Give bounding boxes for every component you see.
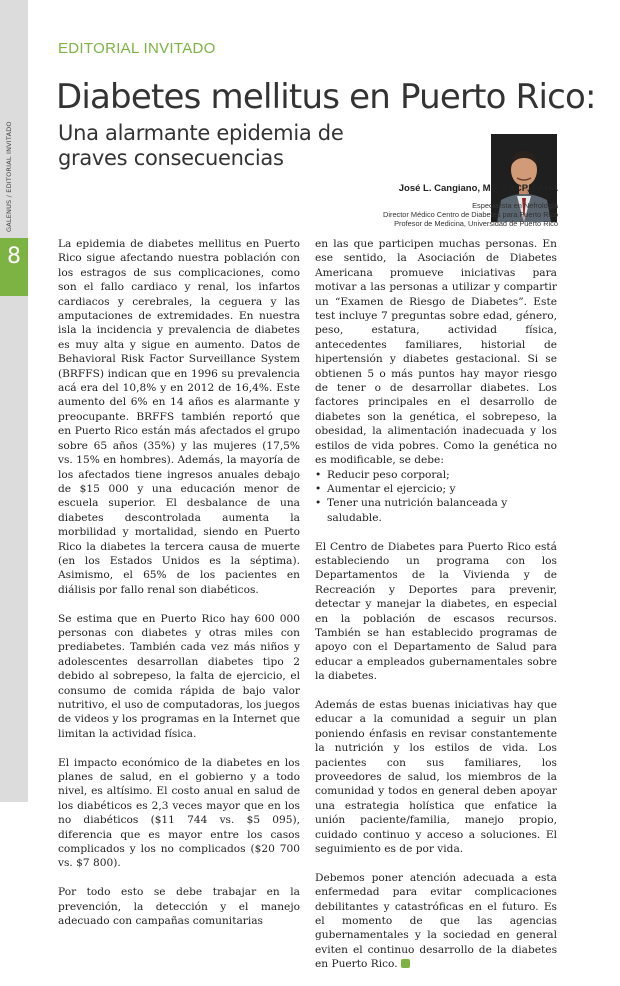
paragraph: Se estima que en Puerto Rico hay 600 000 personas con diabetes y otras miles con prediabetes. También cada vez más niños y adolescentes desarrollan diabetes tipo 2 debido al sobrepeso, la falta de ejercicio, el consumo de comida rápida de bajo valor nutritivo, el uso de computadoras, los juegos de videos y los programas en la Internet que limitan la actividad física. (58, 612, 300, 740)
paragraph-final (315, 871, 557, 972)
author-title-3: Profesor de Medicina, Universidad de Puerto Rico (394, 219, 558, 228)
paragraph: en las que participen muchas personas. En ese sentido, la Asociación de Diabetes Americana promueve iniciativas para motivar a las personas a utilizar y compartir un “Examen de Riesgo de Diabetes”. Este test incluye 7 preguntas sobre edad, género, peso, estatura, actividad física, antecedentes familiares, historial de hipertensión y diabetes gestacional. Si se obtienen 5 o más puntos hay mayor riesgo de tener o de desarrollar diabetes. Los factores principales en el desarrollo de diabetes son la genética, el sobrepeso, la obesidad, la alimentación inadecuada y los estilos de vida pobres. Como la genética no es modificable, se debe: (315, 238, 557, 467)
paragraph: La epidemia de diabetes mellitus en Puerto Rico sigue afectando nuestra población con los estragos de sus complicaciones, como son el fallo cardiaco y renal, los infartos cardiacos y cerebrales, la ceguera y las amputaciones de extremidades. En nuestra isla la incidencia y prevalencia de diabetes es muy alta y sigue en aumento. Datos de Behavioral Risk Factor Surveillance System (BRFFS) indican que en 1996 su prevalencia acá era del 10,8% y en 2012 de 16,4%. Este aumento del 6% en 14 años es alarmante y preocupante. BRFFS también reportó que en Puerto Rico están más afectados el grupo sobre 65 años (35%) y las mujeres (17,5% vs. 15% en hombres). Además, la mayoría de los afectados tiene ingresos anuales debajo de $15 000 y una educación menor de escuela superior. El desbalance de una diabetes descontrolada aumenta la morbilidad y mortalidad, siendo en Puerto Rico la diabetes la tercera causa de muerte (en los Estados Unidos es la séptima). Asimismo, el 65% de los pacientes en diálisis por fallo renal son diabéticos. (58, 238, 300, 596)
article-title: Diabetes mellitus en Puerto Rico: (56, 77, 596, 117)
section-label: EDITORIAL INVITADO (58, 40, 216, 57)
end-mark-icon (401, 959, 410, 968)
article-column-left (58, 237, 300, 943)
list-item: • Tener una nutrición balanceada y saludable. (315, 496, 557, 525)
article-subtitle: Una alarmante epidemia de graves consecuencias (58, 121, 344, 170)
paragraph: Por todo esto se debe trabajar en la prevención, la detección y el manejo adecuado con campañas comunitarias (58, 886, 300, 928)
author-title-1: Especialista en Nefrología (472, 201, 558, 210)
article-column-right (315, 237, 557, 986)
author-name: José L. Cangiano, MD, FACP, FAHA (398, 183, 558, 194)
list-item: • Aumentar el ejercicio; y (315, 482, 557, 496)
paragraph: Además de estas buenas iniciativas hay que educar a la comunidad a seguir un plan poniendo énfasis en revisar constantemente la nutrición y los estilos de vida. Los pacientes con sus familiares, los proveedores de salud, los miembros de la comunidad y todos en general deben apoyar una estrategia holística que enfatice la unión paciente/familia, manejo propio, cuidado continuo y acceso a soluciones. El seguimiento es de por vida. (315, 698, 557, 856)
paragraph-text: Debemos poner atención adecuada a esta enfermedad para evitar complicaciones debilitantes y catastróficas en el futuro. Es el momento de que las agencias gubernamentales y la sociedad en general eviten el continuo desarrollo de la diabetes en Puerto Rico. (315, 871, 557, 971)
list-item: • Reducir peso corporal; (315, 468, 557, 482)
author-title-2: Director Médico Centro de Diabetes para Puerto Rico (383, 210, 558, 219)
recommendation-list (315, 468, 557, 526)
paragraph: El Centro de Diabetes para Puerto Rico está estableciendo un programa con los Departamentos de la Vivienda y de Recreación y Deportes para prevenir, detectar y manejar la diabetes, en especial en la población de escasos recursos. También se han establecido programas de apoyo con el Departamento de Salud para educar a empleados gubernamentales sobre la diabetes. (315, 540, 557, 683)
paragraph: El impacto económico de la diabetes en los planes de salud, en el gobierno y a todo nivel, es altísimo. El costo anual en salud de los diabéticos es 2,3 veces mayor que en los no diabéticos ($11 744 vs. $5 095), diferencia que es mayor entre los casos complicados y los no complicados ($20 700 vs. $7 800). (58, 756, 300, 870)
author-byline (383, 183, 558, 228)
page-number: 8 (7, 244, 21, 269)
running-header-vertical: GALENUS / EDITORIAL INVITADO (5, 121, 13, 232)
